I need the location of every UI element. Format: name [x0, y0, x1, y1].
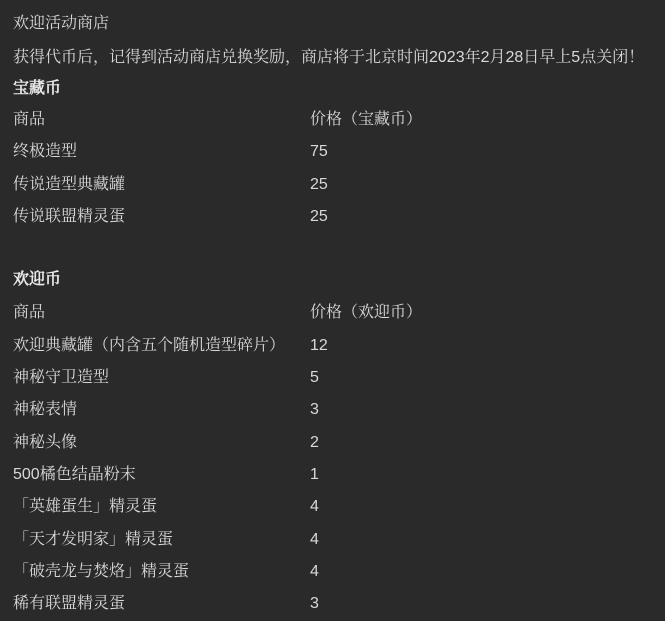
item-name-cell: 稀有联盟精灵蛋 [13, 595, 126, 613]
item-price-cell: 2 [310, 433, 319, 451]
item-price-cell: 5 [310, 369, 319, 387]
table-row [13, 427, 652, 459]
item-price-cell: 4 [310, 563, 319, 581]
welcome-coin-price-table [13, 297, 652, 620]
item-name-cell: 「破壳龙与焚烙」精灵蛋 [13, 563, 190, 581]
table-row [13, 556, 652, 588]
column-header-item: 商品 [13, 111, 46, 129]
table-row [13, 491, 652, 523]
item-price-cell: 4 [310, 530, 319, 548]
table-row [13, 330, 652, 362]
item-price-cell: 4 [310, 498, 319, 516]
column-header-item: 商品 [13, 304, 46, 322]
item-name-cell: 传说联盟精灵蛋 [13, 208, 126, 226]
table-row [13, 362, 652, 394]
item-name-cell: 传说造型典藏罐 [13, 175, 126, 193]
item-name-cell: 神秘表情 [13, 401, 78, 419]
shop-description: 获得代币后，记得到活动商店兑换奖励，商店将于北京时间2023年2月28日早上5点关闭！ [13, 49, 645, 66]
item-price-cell: 25 [310, 175, 328, 193]
table-row [13, 136, 652, 168]
item-name-cell: 神秘头像 [13, 433, 78, 451]
table-row [13, 588, 652, 620]
item-name-cell: 「英雄蛋生」精灵蛋 [13, 498, 158, 516]
table-row [13, 201, 652, 233]
table-header-row [13, 297, 652, 329]
treasure-coin-heading: 宝藏币 [13, 80, 62, 97]
item-price-cell: 3 [310, 401, 319, 419]
table-row [13, 394, 652, 426]
item-name-cell: 神秘守卫造型 [13, 369, 110, 387]
item-name-cell: 欢迎典藏罐（内含五个随机造型碎片） [13, 336, 286, 354]
item-name-cell: 500橘色结晶粉末 [13, 466, 136, 484]
page-title: 欢迎活动商店 [13, 15, 110, 32]
table-header-row [13, 104, 652, 136]
welcome-coin-heading: 欢迎币 [13, 271, 62, 289]
item-price-cell: 1 [310, 466, 319, 484]
item-name-cell: 「天才发明家」精灵蛋 [13, 530, 174, 548]
item-name-cell: 终极造型 [13, 143, 78, 161]
table-row [13, 459, 652, 491]
item-price-cell: 3 [310, 595, 319, 613]
treasure-coin-price-table [13, 104, 652, 233]
section-welcome-coin [13, 270, 652, 620]
item-price-cell: 12 [310, 336, 328, 354]
table-row [13, 524, 652, 556]
section-treasure-coin [13, 79, 652, 233]
item-price-cell: 25 [310, 208, 328, 226]
table-row [13, 169, 652, 201]
item-price-cell: 75 [310, 143, 328, 161]
column-header-price: 价格（欢迎币） [310, 304, 423, 322]
column-header-price: 价格（宝藏币） [310, 111, 423, 129]
